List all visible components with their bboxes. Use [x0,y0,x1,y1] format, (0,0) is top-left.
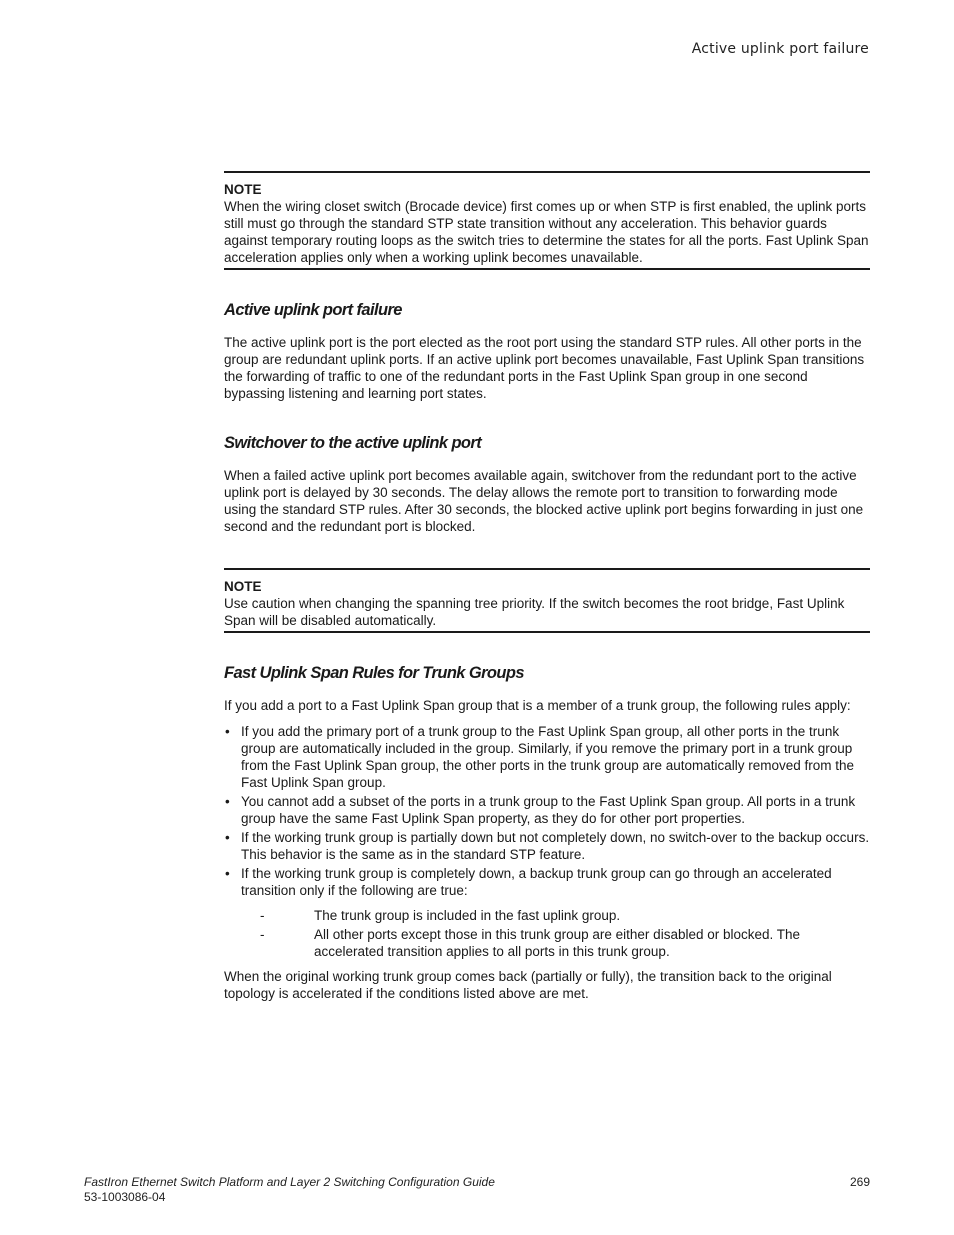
footer-doc-number: 53-1003086-04 [84,1190,166,1204]
paragraph-switchover: When a failed active uplink port becomes available again, switchover from the redundant port to the active uplink port is delayed by 30 seconds. The delay allows the remote port to transition to forwarding mode using the standard STP rules. After 30 seconds, the blocked active uplink port begins forwarding in just one second and the redundant port is blocked. [224,468,864,534]
page-content [224,171,870,1002]
dash-icon: - [260,908,265,923]
note-box-1 [224,171,870,270]
trunk-rules-list [224,723,870,960]
note-label: NOTE [224,182,262,197]
page-footer [84,1175,870,1205]
note-box-2 [224,568,870,633]
dash-icon: - [260,927,265,942]
paragraph-active-uplink: The active uplink port is the port elected as the root port using the standard STP rules. All other ports in the group are redundant uplink ports. If an active uplink port becomes unavailable, Fast Uplink Span transitions the forwarding of traffic to one of the redundant ports in the Fast Uplink Span group in one second bypassing listening and learning port states. [224,335,865,401]
list-item [224,829,870,863]
list-item-text: If you add the primary port of a trunk group to the Fast Uplink Span group, all other ports in the trunk group are automatically included in the group. Similarly, if you remove the primary port in a trunk group from the Fast Uplink Span group, the other ports in the trunk group are automatically removed from the Fast Uplink Span group. [241,724,855,790]
bullet-icon: • [225,830,230,845]
sub-list-item [241,926,870,960]
note-label: NOTE [224,579,262,594]
list-item [224,793,870,827]
section-title-active-uplink-port-failure: Active uplink port failure [224,301,402,319]
list-item-text: You cannot add a subset of the ports in a trunk group to the Fast Uplink Span group. All ports in a trunk group have the same Fast Uplink Span property, as they do for other port properties. [241,794,856,826]
paragraph-trunk-intro: If you add a port to a Fast Uplink Span group that is a member of a trunk group, the following rules apply: [224,698,851,713]
list-item-text: If the working trunk group is completely down, a backup trunk group can go through an accelerated transition only if the following are true: [241,866,832,898]
list-item [224,723,870,791]
note-text: Use caution when changing the spanning tree priority. If the switch becomes the root bridge, Fast Uplink Span will be disabled automatically. [224,596,845,628]
sub-list-item [241,907,870,924]
footer-guide-title: FastIron Ethernet Switch Platform and Layer 2 Switching Configuration Guide [84,1175,495,1189]
running-header: Active uplink port failure [691,41,869,57]
section-title-trunk-groups: Fast Uplink Span Rules for Trunk Groups [224,664,524,682]
sub-list-item-text: The trunk group is included in the fast uplink group. [314,908,621,923]
bullet-icon: • [225,724,230,739]
note-text: When the wiring closet switch (Brocade device) first comes up or when STP is first enabled, the uplink ports still must go through the standard STP state transition without any acceleration. This behavior guards against temporary routing loops as the switch tries to determine the states for all the ports. Fast Uplink Span acceleration applies only when a working uplink becomes unavailable. [224,199,869,265]
list-item [224,865,870,960]
list-item-text: If the working trunk group is partially down but not completely down, no switch-over to the backup occurs. This behavior is the same as in the standard STP feature. [241,830,870,862]
paragraph-trunk-closing: When the original working trunk group comes back (partially or fully), the transition back to the original topology is accelerated if the conditions listed above are met. [224,969,832,1001]
sub-conditions-list [241,907,870,960]
section-title-switchover: Switchover to the active uplink port [224,434,482,452]
bullet-icon: • [225,866,230,881]
bullet-icon: • [225,794,230,809]
page-number: 269 [849,1175,870,1189]
sub-list-item-text: All other ports except those in this trunk group are either disabled or blocked. The accelerated transition applies to all ports in this trunk group. [314,927,801,959]
